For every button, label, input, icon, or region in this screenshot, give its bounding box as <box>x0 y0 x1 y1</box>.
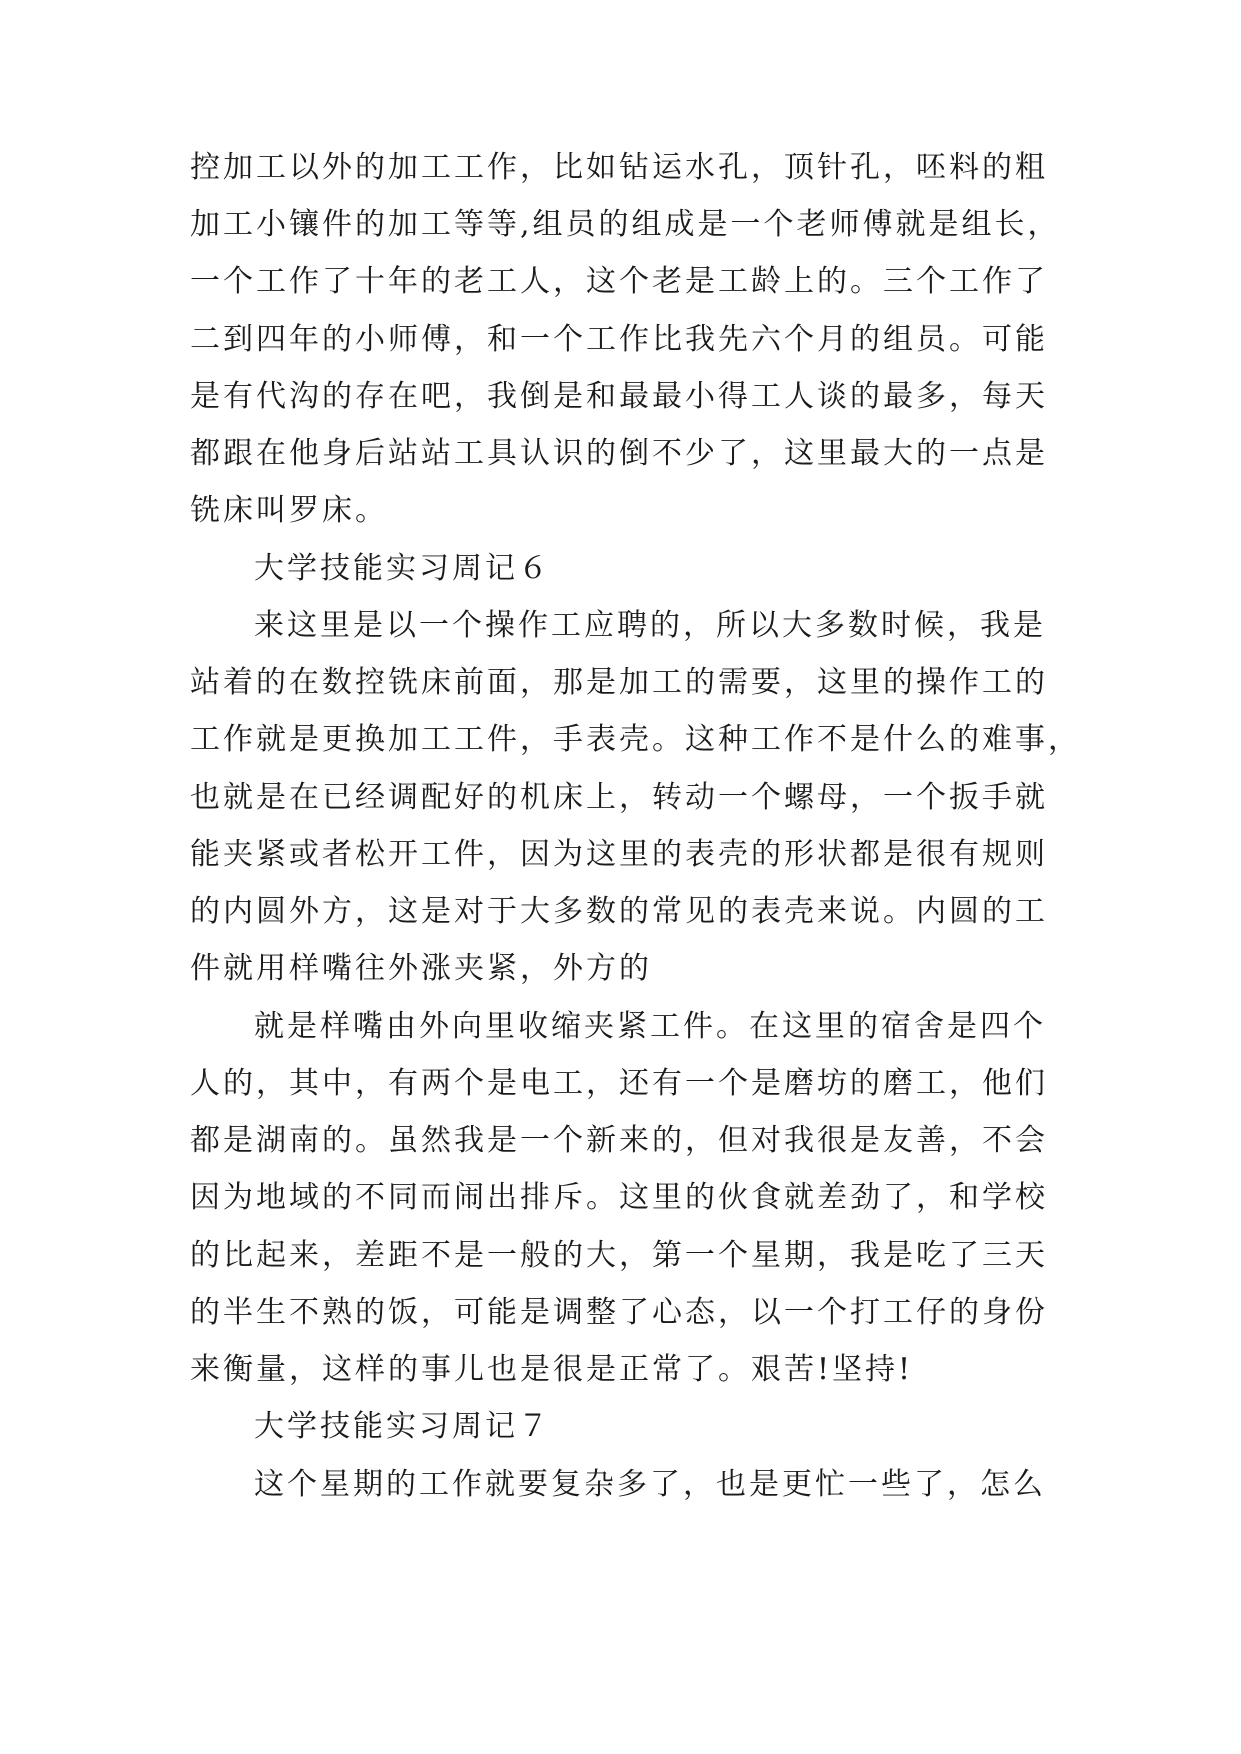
paragraph-line: 就是样嘴由外向里收缩夹紧工件。在这里的宿舍是四个 <box>254 1009 1046 1044</box>
paragraph-line: 都是湖南的。虽然我是一个新来的，但对我很是友善，不会 <box>190 1123 1048 1158</box>
paragraph-line: 工作就是更换加工工件，手表壳。这种工作不是什么的难事， <box>190 722 1081 757</box>
paragraph-line: 的半生不熟的饭，可能是调整了心态，以一个打工仔的身份 <box>190 1295 1048 1330</box>
paragraph-line: 站着的在数控铣床前面，那是加工的需要，这里的操作工的 <box>190 665 1048 700</box>
paragraph-line: 来衡量，这样的事儿也是很是正常了。艰苦!坚持! <box>190 1352 914 1387</box>
paragraph-line: 加工小镶件的加工等等,组员的组成是一个老师傅就是组长， <box>190 207 1061 242</box>
paragraph-line: 也就是在已经调配好的机床上，转动一个螺母，一个扳手就 <box>190 780 1048 815</box>
paragraph-line: 件就用样嘴往外涨夹紧，外方的 <box>190 951 652 986</box>
paragraph-line: 的内圆外方，这是对于大多数的常见的表壳来说。内圆的工 <box>190 894 1048 929</box>
paragraph-line: 这个星期的工作就要复杂多了，也是更忙一些了，怎么 <box>254 1467 1046 1502</box>
paragraph-line: 都跟在他身后站站工具认识的倒不少了，这里最大的一点是 <box>190 436 1048 471</box>
section-heading: 大学技能实习周记６ <box>254 551 551 586</box>
paragraph-line: 能夹紧或者松开工件，因为这里的表壳的形状都是很有规则 <box>190 837 1048 872</box>
paragraph-line: 一个工作了十年的老工人，这个老是工龄上的。三个工作了 <box>190 264 1048 299</box>
paragraph-line: 因为地域的不同而闹出排斥。这里的伙食就差劲了，和学校 <box>190 1180 1048 1215</box>
paragraph-line: 控加工以外的加工工作，比如钻运水孔，顶针孔，呸料的粗 <box>190 150 1048 185</box>
paragraph-line: 的比起来，差距不是一般的大，第一个星期，我是吃了三天 <box>190 1238 1048 1273</box>
paragraph-line: 人的，其中，有两个是电工，还有一个是磨坊的磨工，他们 <box>190 1066 1048 1101</box>
paragraph-line: 二到四年的小师傅，和一个工作比我先六个月的组员。可能 <box>190 322 1048 357</box>
paragraph-line: 是有代沟的存在吧，我倒是和最最小得工人谈的最多，每天 <box>190 379 1048 414</box>
section-heading: 大学技能实习周记７ <box>254 1409 551 1444</box>
paragraph-line: 来这里是以一个操作工应聘的，所以大多数时候，我是 <box>254 608 1046 643</box>
paragraph-line: 铣床叫罗床。 <box>190 493 388 528</box>
